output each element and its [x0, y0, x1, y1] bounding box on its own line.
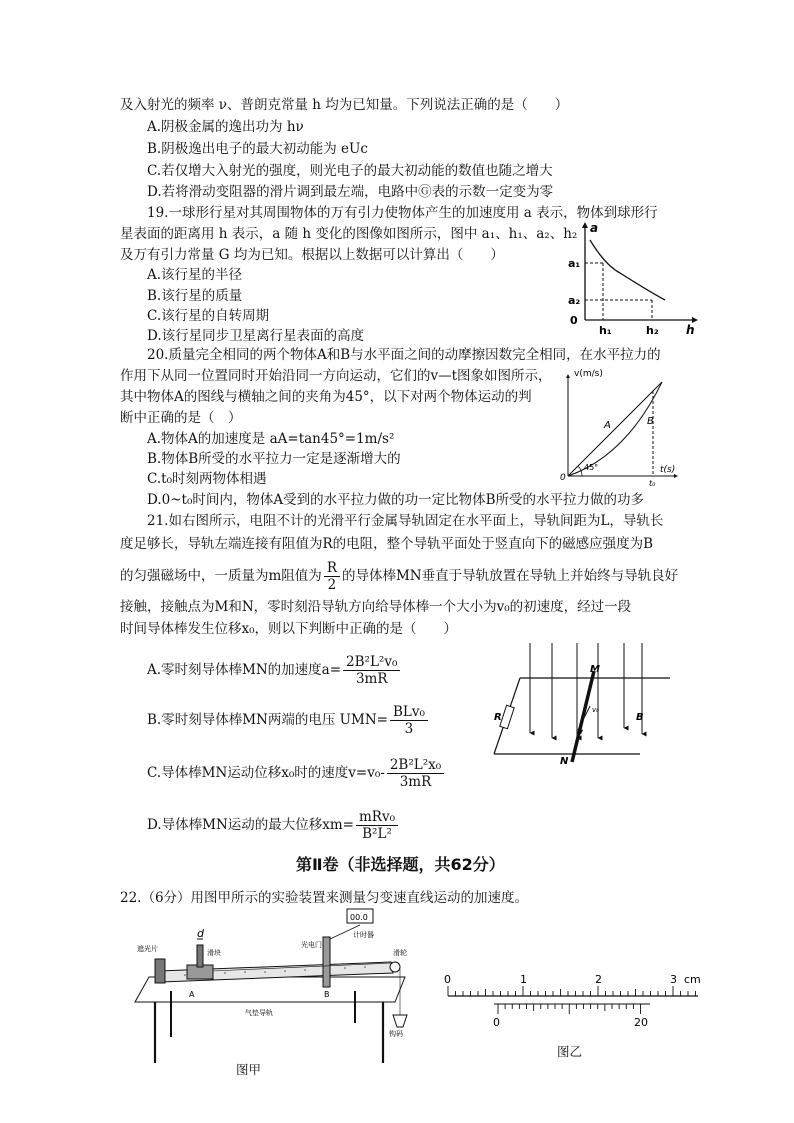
q19-option-b: B.该行星的质量	[147, 288, 243, 304]
figure-a-caption: 图甲	[236, 1062, 262, 1077]
q21-rail-figure	[490, 638, 676, 768]
photogate	[323, 937, 330, 987]
t0-label: t₀	[649, 479, 656, 488]
q21-stem-line3	[120, 556, 678, 596]
q21-stem-line4: 接触，接触点为M和N，零时刻沿导轨方向给导体棒一个大小为v₀的初速度，经过一段	[120, 599, 632, 615]
section-ii-title: 第Ⅱ卷（非选择题，共62分）	[296, 855, 505, 874]
label-b: B	[324, 990, 330, 999]
q20-option-a: A.物体A的加速度是 aA=tan45°=1m/s²	[147, 431, 395, 447]
q21-option-c: C.导体棒MN运动位移x₀时的速度v=v₀- $\frac{\text{2B²L²x₀}}{3mR}$	[147, 753, 446, 793]
q20-option-c: C.t₀时刻两物体相遇	[147, 471, 267, 487]
q21-line3-a: 的匀强磁场中，一质量为m阻值为	[120, 568, 322, 584]
q18-option-c: C.若仅增大入射光的强度，则光电子的最大初动能的数值也随之增大	[147, 163, 553, 179]
h1-label: h₁	[599, 324, 612, 337]
a-h-curve	[590, 240, 665, 300]
q20-stem-line1: 20.质量完全相同的两个物体A和B与水平面之间的动摩擦因数完全相同，在水平拉力的	[147, 347, 661, 363]
q19-option-a: A.该行星的半径	[147, 267, 243, 283]
main-tick-2: 2	[595, 973, 602, 986]
origin-label: 0	[560, 473, 566, 483]
main-unit: cm	[684, 973, 701, 986]
pulley	[390, 962, 400, 972]
h2-label: h₂	[646, 324, 659, 337]
q19-stem-line2: 星表面的距离用 h 表示，a 随 h 变化的图像如图所示，图中 a₁、h₁、a₂、h₂	[120, 226, 578, 242]
label-shutter: 遮光片	[137, 945, 158, 953]
q18-option-d: D.若将滑动变阻器的滑片调到最左端，电路中Ⓖ表的示数一定变为零	[147, 184, 554, 200]
q21-stem-line5: 时间导体棒发生位移x₀，则以下判断中正确的是（ ）	[120, 621, 458, 637]
label-timer: 计时器	[353, 931, 374, 939]
a2-label: a₂	[568, 294, 581, 307]
label-slider: 滑块	[207, 949, 221, 957]
t-label: t(s)	[660, 465, 676, 475]
label-photogate: 光电门	[301, 941, 322, 949]
q18-option-a: A.阴极金属的逸出功为 hν	[147, 119, 304, 135]
q20-stem-line4: 断中正确的是（ ）	[120, 410, 242, 426]
label-r: R	[494, 712, 502, 723]
conductor-rod-mn	[572, 671, 594, 762]
q20-option-d: D.0~t₀时间内，物体A受到的水平拉力做的功一定比物体B所受的水平拉力做的功多	[147, 492, 645, 508]
label-b: B	[636, 712, 644, 723]
label-weight: 钩码	[389, 1030, 403, 1038]
resistor-r	[500, 705, 514, 728]
main-tick-3: 3	[670, 973, 677, 986]
q19-stem-line3: 及万有引力常量 G 均为已知。根据以上数据可以计算出（ ）	[120, 247, 504, 263]
main-tick-1: 1	[520, 973, 527, 986]
y-axis-arrow	[582, 222, 588, 228]
label-m: M	[590, 664, 600, 675]
q20-v-t-graph	[556, 366, 680, 488]
shutter-plate	[197, 945, 203, 967]
line-A	[568, 382, 662, 476]
B-label: B	[647, 416, 654, 427]
y-label: a	[590, 221, 599, 235]
label-v0: v₀	[592, 706, 599, 714]
q22-figure-b-vernier	[436, 966, 706, 1036]
v-label: v(m/s)	[574, 369, 603, 379]
vernier-tick-0: 0	[493, 1016, 500, 1029]
q22-stem: 22.（6分）用图甲所示的实验装置来测量匀变速直线运动的加速度。	[120, 890, 529, 906]
q22-figure-a	[125, 907, 415, 1067]
label-air-track: 气垫导轨	[245, 1009, 273, 1017]
A-label: A	[604, 420, 611, 431]
q19-stem-line1: 19.一球形行星对其周围物体的万有引力使物体产生的加速度用 a 表示，物体到球形行	[147, 205, 658, 221]
q20-stem-line3: 其中物体A的图线与横轴之间的夹角为45°，以下对两个物体运动的判	[120, 389, 532, 405]
q21-option-b: B.零时刻导体棒MN两端的电压 UMN= $\frac{\text{BLv₀}}{3}$	[147, 700, 430, 740]
origin-label: 0	[570, 314, 578, 327]
label-pulley: 滑轮	[393, 949, 407, 957]
track-stop	[155, 959, 165, 983]
q21-option-d: D.导体棒MN运动的最大位移xm= $\frac{\text{mRv₀}}{\text{B²L²}}$	[147, 805, 400, 845]
q20-stem-line2: 作用下从同一位置同时开始沿同一方向运动，它们的v—t图象如图所示，	[120, 368, 552, 384]
b-field-arrows	[530, 643, 642, 738]
q21-option-a: A.零时刻导体棒MN的加速度a= $\frac{\text{2B²L²v₀}}{3mR}$	[147, 650, 402, 690]
vernier-scale-ticks	[498, 1004, 641, 1014]
vernier-tick-20: 20	[634, 1016, 648, 1029]
timer-display: 00.0	[350, 913, 368, 922]
q19-option-c: C.该行星的自转周期	[147, 308, 270, 324]
label-d: d	[197, 927, 204, 940]
q18-option-b: B.阴极逸出电子的最大初动能为 eUc	[147, 141, 368, 157]
q21-stem-line1: 21.如右图所示，电阻不计的光滑平行金属导轨固定在水平面上，导轨间距为L，导轨长	[147, 513, 664, 529]
a1-label: a₁	[568, 257, 581, 270]
q19-option-d: D.该行星同步卫星离行星表面的高度	[147, 328, 365, 344]
hook-weight	[393, 1015, 407, 1027]
angle-label: 45°	[584, 463, 599, 472]
q18-stem-cont: 及入射光的频率 ν、普朗克常量 h 均为已知量。下列说法正确的是（ ）	[120, 97, 569, 113]
main-scale-ticks	[448, 986, 696, 996]
x-label: h	[686, 323, 695, 337]
q19-a-h-graph	[560, 220, 700, 338]
label-n: N	[560, 756, 569, 767]
figure-b-caption: 图乙	[557, 1044, 583, 1059]
q21-stem-line2: 度足够长，导轨左端连接有阻值为R的电阻，整个导轨平面处于竖直向下的磁感应强度为B	[120, 536, 654, 552]
q21-line3-b: 的导体棒MN垂直于导轨放置在导轨上并始终与导轨良好	[341, 568, 679, 584]
main-tick-0: 0	[444, 973, 451, 986]
frac-r-over-2: $\frac{R}{2}$	[324, 560, 340, 593]
label-a: A	[189, 990, 195, 999]
q20-option-b: B.物体B所受的水平拉力一定是逐渐增大的	[147, 451, 401, 467]
